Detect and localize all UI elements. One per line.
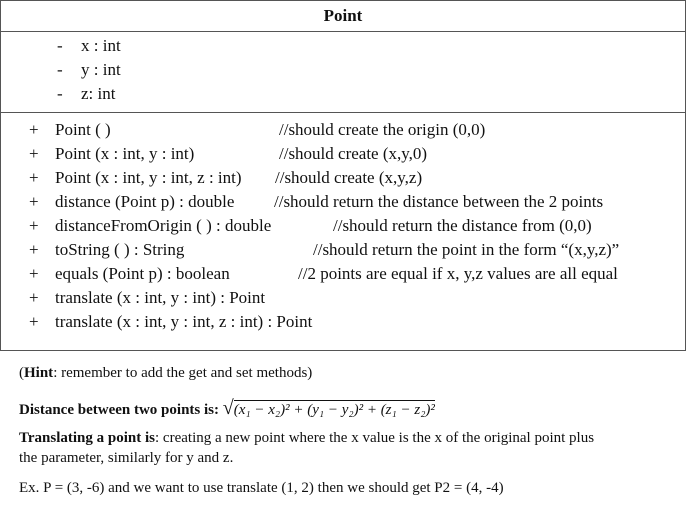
visibility-marker: +: [29, 168, 39, 187]
example-text: Ex. P = (3, -6) and we want to use translate (1, 2) then we should get P2 = (4, -4): [19, 480, 504, 496]
radical-symbol: √: [222, 397, 234, 419]
method-comment: //should return the point in the form “(x,y,z)”: [313, 240, 620, 259]
visibility-marker: -: [57, 60, 63, 79]
translate-label: Translating a point is: [19, 430, 156, 446]
method-row: [29, 238, 184, 262]
visibility-marker: +: [29, 192, 39, 211]
attribute-text: z: int: [81, 84, 116, 103]
hint-open-paren: (: [19, 365, 24, 381]
visibility-marker: +: [29, 120, 39, 139]
attribute-row: [57, 82, 115, 106]
method-signature: Point ( ): [55, 120, 111, 139]
method-row: [29, 118, 111, 142]
method-comment: //should return the distance from (0,0): [333, 216, 592, 235]
example-note: [19, 478, 504, 498]
method-comment: //should create (x,y,z): [275, 168, 423, 187]
distance-note: [19, 398, 435, 420]
visibility-marker: +: [29, 240, 39, 259]
method-signature: Point (x : int, y : int): [55, 144, 195, 163]
method-row: [29, 214, 271, 238]
method-comment: //should return the distance between the 2 points: [274, 192, 604, 211]
method-row: [29, 262, 230, 286]
method-signature: translate (x : int, y : int) : Point: [55, 288, 266, 307]
formula-body: (x₁ − x₂)² + (y₁ − y₂)² + (z₁ − z₂)²: [233, 402, 435, 418]
visibility-marker: +: [29, 216, 39, 235]
class-title: Point: [1, 1, 685, 32]
translate-text-line1: : creating a new point where the x value is the x of the original point plus: [155, 430, 595, 446]
method-signature: distanceFromOrigin ( ) : double: [55, 216, 272, 235]
hint-text: : remember to add the get and set methods): [53, 365, 313, 381]
translate-text-line2: the parameter, similarly for y and z.: [19, 450, 234, 466]
translate-note: [19, 428, 594, 448]
visibility-marker: +: [29, 144, 39, 163]
method-row: [29, 286, 265, 310]
attribute-row: [57, 58, 121, 82]
hint-label: Hint: [24, 365, 54, 381]
visibility-marker: +: [29, 312, 39, 331]
distance-formula: [223, 398, 435, 420]
method-row: [29, 310, 312, 334]
method-row: [29, 190, 234, 214]
attributes-section: [1, 32, 685, 113]
method-comment: //should create (x,y,0): [279, 144, 428, 163]
method-signature: distance (Point p) : double: [55, 192, 235, 211]
visibility-marker: +: [29, 264, 39, 283]
method-row: [29, 166, 242, 190]
method-signature: translate (x : int, y : int, z : int) : Point: [55, 312, 313, 331]
distance-label: Distance between two points is:: [19, 402, 223, 418]
method-comment: //2 points are equal if x, y,z values are all equal: [298, 264, 618, 283]
method-signature: equals (Point p) : boolean: [55, 264, 230, 283]
attribute-text: y : int: [81, 60, 121, 79]
translate-note-continued: [19, 448, 233, 468]
attribute-row: [57, 34, 121, 58]
method-comment: //should create the origin (0,0): [279, 120, 486, 139]
visibility-marker: -: [57, 84, 63, 103]
hint-note: [19, 363, 312, 383]
method-signature: Point (x : int, y : int, z : int): [55, 168, 242, 187]
visibility-marker: -: [57, 36, 63, 55]
method-row: [29, 142, 194, 166]
visibility-marker: +: [29, 288, 39, 307]
method-signature: toString ( ) : String: [55, 240, 185, 259]
attribute-text: x : int: [81, 36, 121, 55]
